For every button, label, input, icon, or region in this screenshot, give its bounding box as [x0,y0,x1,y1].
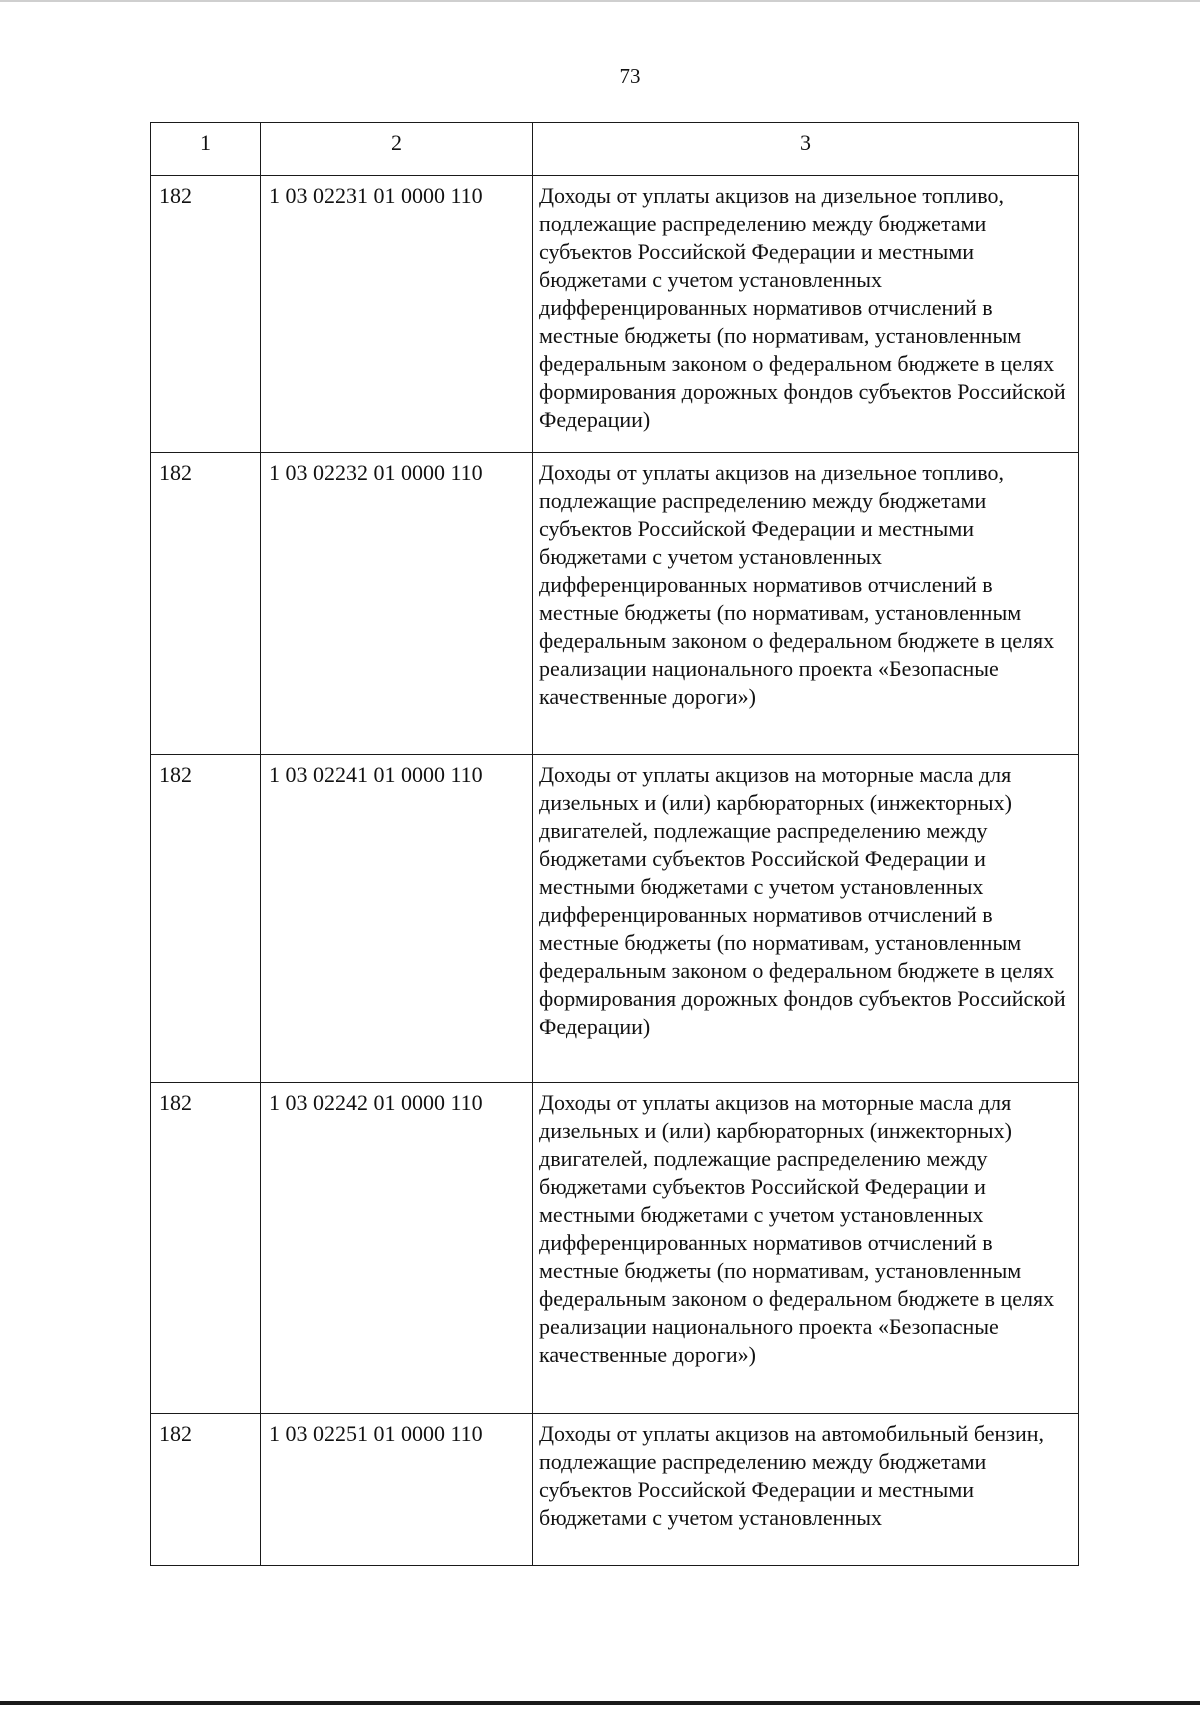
scan-bottom-edge [0,1701,1200,1705]
table-row [151,1414,1079,1566]
page-number: 73 [619,64,641,88]
table-row [151,453,1079,755]
kbk-code-cell: 1 03 02232 01 0000 110 [261,453,533,755]
description-cell: Доходы от уплаты акцизов на моторные масла для дизельных и (или) карбюраторных (инжекторных) двигателей, подлежащие распределению между бюджетами субъектов Российской Федерации и местными бюджетами с учетом установленных дифференцированных нормативов отчислений в местные бюджеты (по нормативам, установленным федеральным законом о федеральном бюджете в целях формирования дорожных фондов субъектов Российской Федерации) [533,755,1079,1083]
scan-top-edge [0,0,1200,2]
column-header-3: 3 [533,123,1079,176]
column-header-2: 2 [261,123,533,176]
table-row [151,755,1079,1083]
admin-code-cell: 182 [151,453,261,755]
table-row [151,1083,1079,1414]
column-header-1: 1 [151,123,261,176]
kbk-code-cell: 1 03 02241 01 0000 110 [261,755,533,1083]
description-cell: Доходы от уплаты акцизов на дизельное топливо, подлежащие распределению между бюджетами субъектов Российской Федерации и местными бюджетами с учетом установленных дифференцированных нормативов отчислений в местные бюджеты (по нормативам, установленным федеральным законом о федеральном бюджете в целях формирования дорожных фондов субъектов Российской Федерации) [533,176,1079,453]
kbk-code-cell: 1 03 02242 01 0000 110 [261,1083,533,1414]
description-cell: Доходы от уплаты акцизов на моторные масла для дизельных и (или) карбюраторных (инжекторных) двигателей, подлежащие распределению между бюджетами субъектов Российской Федерации и местными бюджетами с учетом установленных дифференцированных нормативов отчислений в местные бюджеты (по нормативам, установленным федеральным законом о федеральном бюджете в целях реализации национального проекта «Безопасные качественные дороги») [533,1083,1079,1414]
admin-code-cell: 182 [151,755,261,1083]
table-header-row [151,123,1079,176]
kbk-code-cell: 1 03 02231 01 0000 110 [261,176,533,453]
admin-code-cell: 182 [151,176,261,453]
kbk-code-cell: 1 03 02251 01 0000 110 [261,1414,533,1566]
admin-code-cell: 182 [151,1083,261,1414]
revenue-codes-table [150,122,1079,1566]
admin-code-cell: 182 [151,1414,261,1566]
description-cell: Доходы от уплаты акцизов на автомобильный бензин, подлежащие распределению между бюджетами субъектов Российской Федерации и местными бюджетами с учетом установленных [533,1414,1079,1566]
table-row [151,176,1079,453]
description-cell: Доходы от уплаты акцизов на дизельное топливо, подлежащие распределению между бюджетами субъектов Российской Федерации и местными бюджетами с учетом установленных дифференцированных нормативов отчислений в местные бюджеты (по нормативам, установленным федеральным законом о федеральном бюджете в целях реализации национального проекта «Безопасные качественные дороги») [533,453,1079,755]
